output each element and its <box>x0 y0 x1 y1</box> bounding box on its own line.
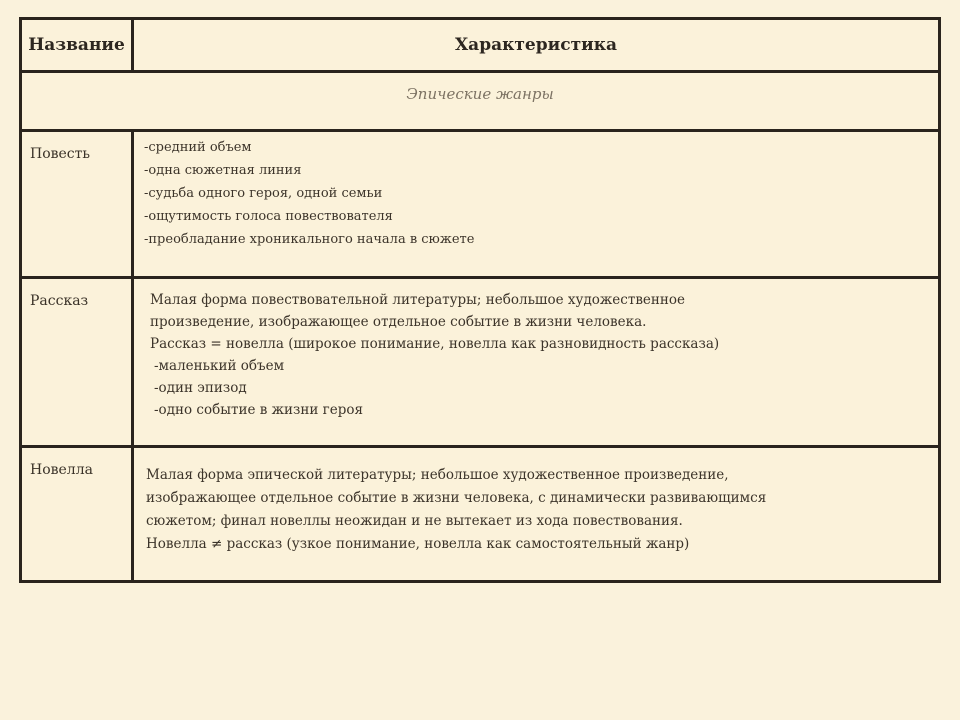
header-row <box>21 19 940 72</box>
genre-description <box>133 278 940 447</box>
description-line: -преобладание хроникального начала в сюжете <box>144 232 475 247</box>
table-row <box>21 278 940 447</box>
description-line: сюжетом; финал новеллы неожидан и не вытекает из хода повествования. <box>146 513 683 529</box>
description-line: -средний объем <box>144 140 252 155</box>
description-line: -судьба одного героя, одной семьи <box>144 186 383 201</box>
header-characteristic: Характеристика <box>133 19 940 72</box>
header-name: Название <box>21 19 133 72</box>
table-row <box>21 447 940 582</box>
description-line: -одно событие в жизни героя <box>154 402 364 418</box>
genre-description <box>133 131 940 278</box>
section-row <box>21 72 940 131</box>
description-line: изображающее отдельное событие в жизни человека, с динамически развивающимся <box>146 490 767 506</box>
description-line: -ощутимость голоса повествователя <box>144 209 393 224</box>
description-line: -маленький объем <box>154 358 285 374</box>
table-row <box>21 131 940 278</box>
genre-name: Рассказ <box>21 278 133 447</box>
description-line: -один эпизод <box>154 380 247 396</box>
description-line: -одна сюжетная линия <box>144 163 302 178</box>
genre-name: Новелла <box>21 447 133 582</box>
section-title: Эпические жанры <box>406 85 554 103</box>
genre-name: Повесть <box>21 131 133 278</box>
description-line: Рассказ = новелла (широкое понимание, новелла как разновидность рассказа) <box>150 336 720 352</box>
description-line: Малая форма эпической литературы; небольшое художественное произведение, <box>146 467 729 483</box>
description-line: Новелла ≠ рассказ (узкое понимание, новелла как самостоятельный жанр) <box>146 536 690 552</box>
description-line: Малая форма повествовательной литературы; небольшое художественное <box>150 292 686 308</box>
section-title-cell <box>21 72 940 131</box>
genre-description <box>133 447 940 582</box>
description-line: произведение, изображающее отдельное событие в жизни человека. <box>150 314 647 330</box>
genres-table <box>19 17 941 583</box>
